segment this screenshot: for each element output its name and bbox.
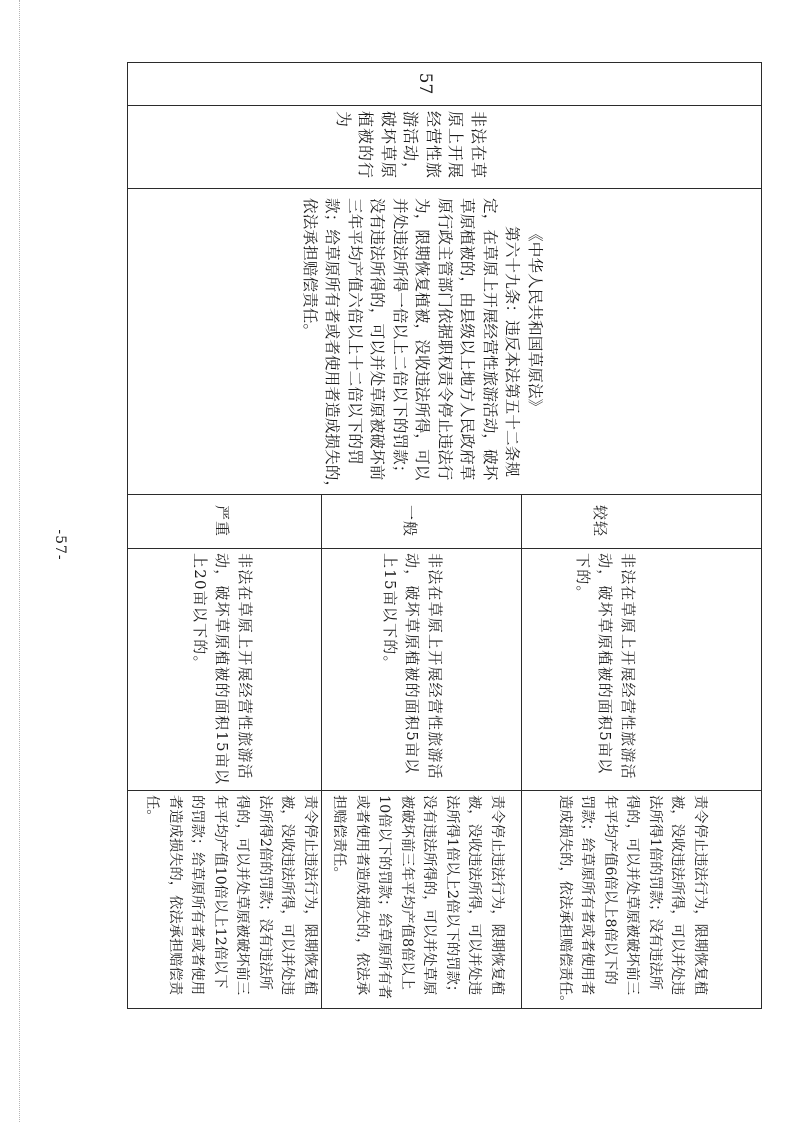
- circumstance-serious: 非法在草原上开展经营性旅游活 动，破坏草原植被的面积15亩以 上20亩以下的。: [191, 553, 254, 786]
- table-border-left: [127, 62, 762, 63]
- grade-label-serious: 严重: [213, 504, 231, 537]
- penalty-standard-serious: 责令停止违法行为，限期恢复植 被，没收违法所得，可以并处违 法所得2倍的罚款；没有违法所 得的，可以并处草原被破坏前三 年平均产值10倍以上12倍以下 的罚款；给草原所有者或者使用 者造成损失的，依法承担赔偿责 任。: [144, 795, 318, 996]
- law-article-text: 第六十九条：违反本法第五十二条规 定，在草原上开展经营性旅游活动，破坏 草原植被的，由县级以上地方人民政府草 原行政主管部门依据职权责令停止违法行 为，限期恢复植被，没收违法所得，可以 并处违法所得一倍以上二倍以下的罚款； 没有违法所得的，可以并处草原被破坏前 三年平均产值六倍以上十二倍以下的罚 款；给草原所有者或者使用者造成损失的， 依法承担赔偿责任。: [301, 198, 522, 497]
- legal-basis: [299, 198, 547, 496]
- column-divider-circumstance: [127, 790, 762, 791]
- circumstance-general: 非法在草原上开展经营性旅游活 动，破坏草原植被的面积5亩以 上15亩以下的。: [381, 553, 444, 780]
- circumstance-minor: 非法在草原上开展经营性旅游活 动，破坏草原植被的面积5亩以 下的。: [574, 553, 637, 780]
- page-number: -57-: [52, 529, 68, 561]
- law-title: 《中华人民共和国草原法》: [526, 226, 544, 415]
- scan-edge-artifact: [19, 0, 20, 1122]
- table-border-top: [761, 62, 762, 1009]
- grade-label-general: 一般: [401, 504, 419, 537]
- column-divider-number: [127, 105, 762, 106]
- grade-divider-1: [521, 494, 522, 1009]
- table-border-bottom: [127, 62, 128, 1009]
- entry-number: 57: [415, 72, 435, 95]
- penalty-standard-minor: 责令停止违法行为，限期恢复植 被，没收违法所得，可以并处违 法所得1倍的罚款；没有违法所 得的，可以并处草原被破坏前三 年平均产值6倍以上8倍以下的 罚款；给草原所有者或者使用者 造成损失的，依法承担赔偿责任。: [557, 795, 708, 1010]
- grade-label-minor: 较轻: [591, 504, 609, 537]
- penalty-standard-general: 责令停止违法行为，限期恢复植 被，没收违法所得，可以并处违 法所得1倍以上2倍以下的罚款； 没有违法所得的，可以并处草原 被破坏前三年平均产值8倍以上 10倍以下的罚款；给草原所有者 或者使用者造成损失的，依法承 担赔偿责任。: [331, 795, 505, 1000]
- column-divider-violation: [127, 188, 762, 189]
- column-divider-grade: [127, 548, 762, 549]
- violation-description: 非法在草 原上开展 经营性旅 游活动， 破坏草原 植被的行 为: [334, 111, 488, 180]
- grade-divider-2: [321, 494, 322, 1009]
